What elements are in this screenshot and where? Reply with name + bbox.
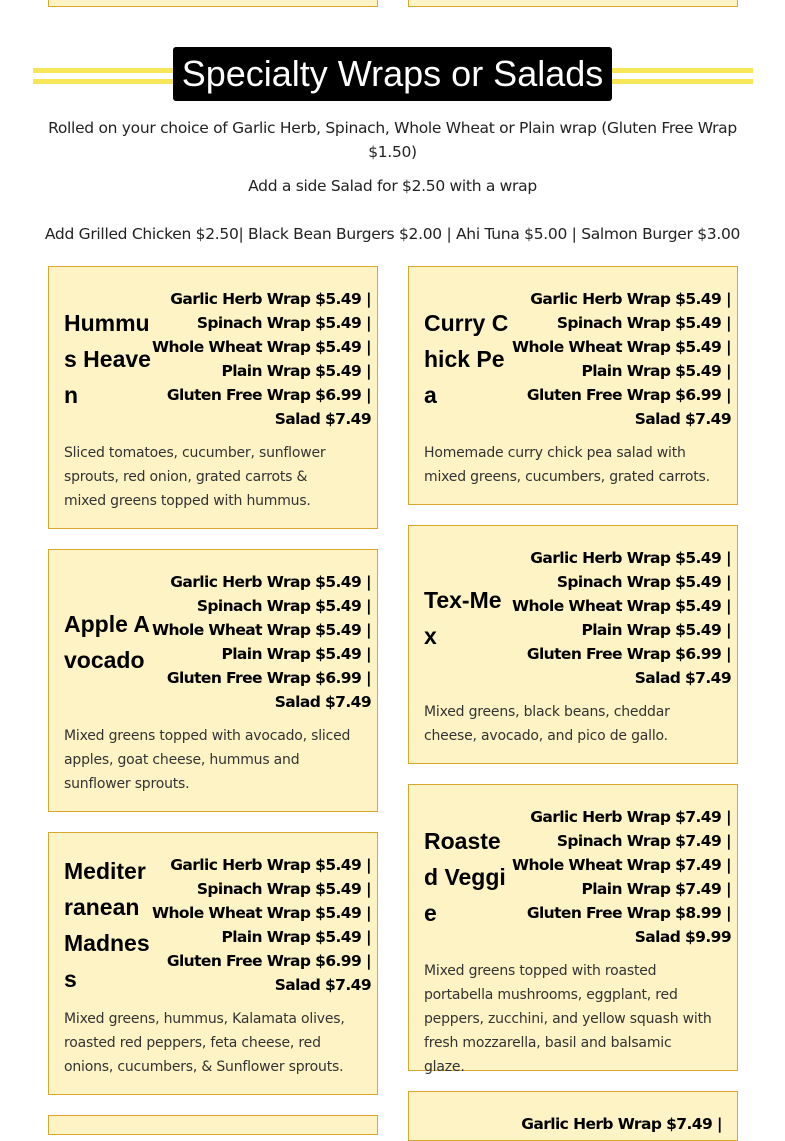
price-plain: Plain Wrap $7.49 | [581, 880, 732, 898]
price-spinach: Spinach Wrap $5.49 | [196, 597, 372, 615]
menu-item-name: Curry Chick Pea [424, 310, 509, 408]
menu-item-prices [512, 1112, 722, 1136]
price-whole-wheat: Whole Wheat Wrap $5.49 | [512, 338, 732, 356]
price-garlic-herb: Garlic Herb Wrap $7.49 | [521, 1115, 722, 1133]
price-plain: Plain Wrap $5.49 | [581, 362, 732, 380]
menu-item-name: Roasted Veggie [424, 828, 506, 926]
prev-card-right [408, 0, 738, 7]
price-spinach: Spinach Wrap $5.49 | [196, 880, 372, 898]
price-spinach: Spinach Wrap $5.49 | [556, 573, 732, 591]
price-garlic-herb: Garlic Herb Wrap $5.49 | [530, 549, 732, 567]
price-gluten-free: Gluten Free Wrap $6.99 | [526, 386, 732, 404]
menu-item-prices [152, 570, 371, 714]
menu-item-card [408, 784, 738, 1075]
menu-item-description: Mixed greens topped with avocado, sliced apples, goat cheese, hummus and sunflower sprouts. [64, 728, 351, 792]
price-plain: Plain Wrap $5.49 | [221, 645, 372, 663]
wrap-choice-note: Rolled on your choice of Garlic Herb, Spinach, Whole Wheat or Plain wrap (Gluten Free Wrap $1.50) [48, 119, 737, 161]
menu-item-card [408, 1091, 738, 1141]
price-gluten-free: Gluten Free Wrap $6.99 | [166, 386, 372, 404]
menu-item-description: Mixed greens topped with roasted portabella mushrooms, eggplant, red peppers, zucchini, and yellow squash with fresh mozzarella, basil and balsamic glaze. [424, 963, 712, 1075]
add-protein-note: Add Grilled Chicken $2.50| Black Bean Burgers $2.00 | Ahi Tuna $5.00 | Salmon Burger $3.00 [44, 225, 741, 243]
price-spinach: Spinach Wrap $5.49 | [196, 314, 372, 332]
menu-item-description: Homemade curry chick pea salad with mixed greens, cucumbers, grated carrots. [424, 445, 710, 485]
menu-item-card [48, 549, 378, 812]
menu-item-card [48, 266, 378, 529]
menu-item-name: Mediterranean Madness [64, 858, 150, 992]
menu-item-prices [152, 853, 371, 997]
menu-item-card [48, 832, 378, 1095]
menu-item-prices [512, 805, 731, 949]
price-salad: Salad $7.49 [274, 693, 372, 711]
price-salad: Salad $9.99 [634, 928, 732, 946]
price-garlic-herb: Garlic Herb Wrap $5.49 | [170, 290, 372, 308]
price-whole-wheat: Whole Wheat Wrap $5.49 | [152, 904, 372, 922]
price-salad: Salad $7.49 [634, 410, 732, 428]
price-gluten-free: Gluten Free Wrap $8.99 | [526, 904, 732, 922]
price-garlic-herb: Garlic Herb Wrap $5.49 | [530, 290, 732, 308]
price-whole-wheat: Whole Wheat Wrap $5.49 | [152, 621, 372, 639]
price-plain: Plain Wrap $5.49 | [581, 621, 732, 639]
price-salad: Salad $7.49 [274, 410, 372, 428]
side-salad-note: Add a side Salad for $2.50 with a wrap [248, 177, 537, 195]
price-garlic-herb: Garlic Herb Wrap $5.49 | [170, 573, 372, 591]
prev-card-left [48, 0, 378, 7]
menu-item-description: Sliced tomatoes, cucumber, sunflower sprouts, red onion, grated carrots & mixed greens topped with hummus. [64, 445, 326, 509]
menu-item-description: Mixed greens, hummus, Kalamata olives, roasted red peppers, feta cheese, red onions, cucumbers, & Sunflower sprouts. [64, 1011, 345, 1075]
menu-item-description: Mixed greens, black beans, cheddar cheese, avocado, and pico de gallo. [424, 704, 670, 744]
menu-item-name: Tex-Mex [424, 587, 502, 649]
menu-item-prices [152, 287, 371, 431]
menu-item-name: Hummus Heaven [64, 310, 151, 408]
price-plain: Plain Wrap $5.49 | [221, 362, 372, 380]
menu-item-card [408, 525, 738, 764]
price-whole-wheat: Whole Wheat Wrap $7.49 | [512, 856, 732, 874]
price-spinach: Spinach Wrap $7.49 | [556, 832, 732, 850]
price-gluten-free: Gluten Free Wrap $6.99 | [166, 669, 372, 687]
price-gluten-free: Gluten Free Wrap $6.99 | [166, 952, 372, 970]
menu-item-prices [512, 287, 731, 431]
price-whole-wheat: Whole Wheat Wrap $5.49 | [512, 597, 732, 615]
menu-item-name: Apple Avocado [64, 611, 151, 673]
price-plain: Plain Wrap $5.49 | [221, 928, 372, 946]
menu-item-prices [512, 546, 731, 690]
menu-item-card [408, 266, 738, 505]
price-garlic-herb: Garlic Herb Wrap $7.49 | [530, 808, 732, 826]
price-salad: Salad $7.49 [274, 976, 372, 994]
price-spinach: Spinach Wrap $5.49 | [556, 314, 732, 332]
price-whole-wheat: Whole Wheat Wrap $5.49 | [152, 338, 372, 356]
price-garlic-herb: Garlic Herb Wrap $5.49 | [170, 856, 372, 874]
section-title: Specialty Wraps or Salads [173, 47, 612, 101]
price-gluten-free: Gluten Free Wrap $6.99 | [526, 645, 732, 663]
price-salad: Salad $7.49 [634, 669, 732, 687]
next-card-left [48, 1115, 378, 1135]
